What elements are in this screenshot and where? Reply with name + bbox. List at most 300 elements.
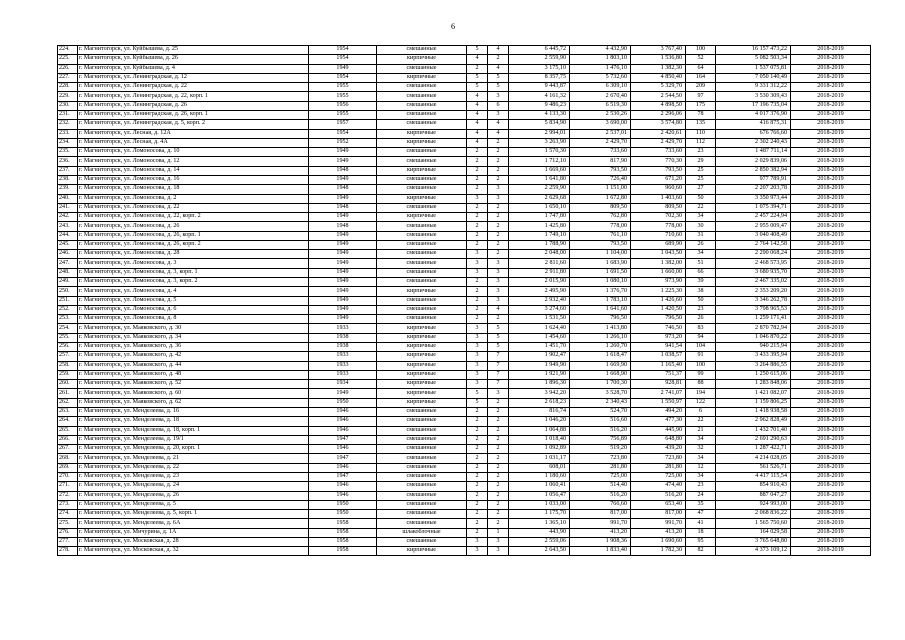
address-cell: г. Магнитогорск, ул. Мичурина, д. 1А bbox=[78, 528, 309, 537]
year-built-cell: 1934 bbox=[309, 380, 377, 389]
entrances-cell: 5 bbox=[488, 333, 509, 342]
wall-material-cell: кирпичные bbox=[377, 389, 467, 398]
residents-cell: 24 bbox=[686, 491, 716, 500]
residential-area-cell: 1 550,97 bbox=[631, 398, 686, 407]
entrances-cell: 2 bbox=[488, 398, 509, 407]
period-cell: 2018-2019 bbox=[791, 110, 871, 119]
floors-cell: 2 bbox=[467, 510, 488, 519]
row-number-cell: 262. bbox=[58, 398, 78, 407]
residential-area-cell: 439,20 bbox=[631, 445, 686, 454]
entrances-cell: 3 bbox=[488, 537, 509, 546]
entrances-cell: 2 bbox=[488, 500, 509, 509]
row-number-cell: 270. bbox=[58, 472, 78, 481]
wall-material-cell: смешанные bbox=[377, 491, 467, 500]
row-number-cell: 225. bbox=[58, 55, 78, 64]
period-cell: 2018-2019 bbox=[791, 259, 871, 268]
total-area-cell: 2 015,90 bbox=[509, 278, 570, 287]
year-built-cell: 1947 bbox=[309, 454, 377, 463]
table-row bbox=[58, 55, 871, 64]
cost-cell: 2 962 828,49 bbox=[716, 417, 791, 426]
wall-material-cell: смешанные bbox=[377, 110, 467, 119]
address-cell: г. Магнитогорск, ул. Ломоносова, д. 5 bbox=[78, 296, 309, 305]
cost-cell: 2 870 782,94 bbox=[716, 324, 791, 333]
living-area-cell: 2 429,70 bbox=[570, 138, 631, 147]
total-area-cell: 1 060,41 bbox=[509, 482, 570, 491]
living-area-cell: 1 151,00 bbox=[570, 185, 631, 194]
entrances-cell: 2 bbox=[488, 445, 509, 454]
table-row bbox=[58, 138, 871, 147]
living-area-cell: 1 260,70 bbox=[570, 343, 631, 352]
wall-material-cell: смешанные bbox=[377, 250, 467, 259]
period-cell: 2018-2019 bbox=[791, 472, 871, 481]
cost-cell: 16 157 473,22 bbox=[716, 46, 791, 55]
wall-material-cell: смешанные bbox=[377, 537, 467, 546]
entrances-cell: 3 bbox=[488, 287, 509, 296]
residents-cell: 112 bbox=[686, 138, 716, 147]
living-area-cell: 733,60 bbox=[570, 148, 631, 157]
total-area-cell: 608,01 bbox=[509, 463, 570, 472]
wall-material-cell: кирпичные bbox=[377, 73, 467, 82]
residents-cell: 175 bbox=[686, 101, 716, 110]
year-built-cell: 1955 bbox=[309, 83, 377, 92]
living-area-cell: 1 833,40 bbox=[570, 547, 631, 556]
living-area-cell: 1 641,60 bbox=[570, 305, 631, 314]
period-cell: 2018-2019 bbox=[791, 537, 871, 546]
year-built-cell: 1933 bbox=[309, 352, 377, 361]
row-number-cell: 249. bbox=[58, 278, 78, 287]
row-number-cell: 278. bbox=[58, 547, 78, 556]
residents-cell: 23 bbox=[686, 305, 716, 314]
wall-material-cell: смешанные bbox=[377, 454, 467, 463]
living-area-cell: 778,00 bbox=[570, 222, 631, 231]
row-number-cell: 238. bbox=[58, 175, 78, 184]
wall-material-cell: смешанные bbox=[377, 203, 467, 212]
floors-cell: 2 bbox=[467, 528, 488, 537]
year-built-cell: 1946 bbox=[309, 407, 377, 416]
entrances-cell: 2 bbox=[488, 435, 509, 444]
entrances-cell: 5 bbox=[488, 73, 509, 82]
floors-cell: 3 bbox=[467, 547, 488, 556]
row-number-cell: 261. bbox=[58, 389, 78, 398]
entrances-cell: 3 bbox=[488, 110, 509, 119]
living-area-cell: 1 080,10 bbox=[570, 278, 631, 287]
wall-material-cell: смешанные bbox=[377, 231, 467, 240]
period-cell: 2018-2019 bbox=[791, 138, 871, 147]
year-built-cell: 1938 bbox=[309, 333, 377, 342]
period-cell: 2018-2019 bbox=[791, 73, 871, 82]
table-row bbox=[58, 370, 871, 379]
year-built-cell: 1949 bbox=[309, 250, 377, 259]
address-cell: г. Магнитогорск, ул. Ломоносова, д. 4 bbox=[78, 287, 309, 296]
cost-cell: 2 290 068,24 bbox=[716, 250, 791, 259]
residents-cell: 31 bbox=[686, 231, 716, 240]
residents-cell: 6 bbox=[686, 407, 716, 416]
floors-cell: 2 bbox=[467, 278, 488, 287]
row-number-cell: 272. bbox=[58, 491, 78, 500]
table-row bbox=[58, 324, 871, 333]
floors-cell: 3 bbox=[467, 370, 488, 379]
table-row bbox=[58, 166, 871, 175]
row-number-cell: 247. bbox=[58, 259, 78, 268]
year-built-cell: 1954 bbox=[309, 129, 377, 138]
row-number-cell: 237. bbox=[58, 166, 78, 175]
living-area-cell: 793,50 bbox=[570, 240, 631, 249]
year-built-cell: 1947 bbox=[309, 472, 377, 481]
period-cell: 2018-2019 bbox=[791, 287, 871, 296]
period-cell: 2018-2019 bbox=[791, 370, 871, 379]
cost-cell: 3 798 965,53 bbox=[716, 305, 791, 314]
table-row bbox=[58, 528, 871, 537]
period-cell: 2018-2019 bbox=[791, 305, 871, 314]
living-area-cell: 1 803,10 bbox=[570, 55, 631, 64]
year-built-cell: 1946 bbox=[309, 463, 377, 472]
residents-cell: 135 bbox=[686, 120, 716, 129]
row-number-cell: 260. bbox=[58, 380, 78, 389]
residents-cell: 35 bbox=[686, 500, 716, 509]
living-area-cell: 817,00 bbox=[570, 510, 631, 519]
year-built-cell: 1949 bbox=[309, 268, 377, 277]
residential-area-cell: 1 690,60 bbox=[631, 537, 686, 546]
entrances-cell: 1 bbox=[488, 528, 509, 537]
row-number-cell: 250. bbox=[58, 287, 78, 296]
row-number-cell: 251. bbox=[58, 296, 78, 305]
entrances-cell: 2 bbox=[488, 213, 509, 222]
entrances-cell: 4 bbox=[488, 305, 509, 314]
year-built-cell: 1949 bbox=[309, 231, 377, 240]
period-cell: 2018-2019 bbox=[791, 157, 871, 166]
cost-cell: 2 467 335,02 bbox=[716, 278, 791, 287]
table-row bbox=[58, 129, 871, 138]
floors-cell: 2 bbox=[467, 203, 488, 212]
row-number-cell: 230. bbox=[58, 101, 78, 110]
table-row bbox=[58, 305, 871, 314]
year-built-cell: 1955 bbox=[309, 110, 377, 119]
year-built-cell: 1946 bbox=[309, 445, 377, 454]
residents-cell: 50 bbox=[686, 296, 716, 305]
residential-area-cell: 746,50 bbox=[631, 324, 686, 333]
living-area-cell: 723,80 bbox=[570, 454, 631, 463]
cost-cell: 17 196 735,04 bbox=[716, 101, 791, 110]
residential-area-cell: 4 850,40 bbox=[631, 73, 686, 82]
total-area-cell: 1 949,90 bbox=[509, 361, 570, 370]
table-row bbox=[58, 389, 871, 398]
table-row bbox=[58, 463, 871, 472]
entrances-cell: 3 bbox=[488, 296, 509, 305]
year-built-cell: 1947 bbox=[309, 435, 377, 444]
total-area-cell: 1 175,70 bbox=[509, 510, 570, 519]
cost-cell: 1 432 701,40 bbox=[716, 426, 791, 435]
entrances-cell: 2 bbox=[488, 55, 509, 64]
total-area-cell: 1 650,10 bbox=[509, 203, 570, 212]
table-row bbox=[58, 222, 871, 231]
row-number-cell: 255. bbox=[58, 333, 78, 342]
address-cell: г. Магнитогорск, ул. Маяковского, д. 36 bbox=[78, 343, 309, 352]
residential-area-cell: 770,30 bbox=[631, 157, 686, 166]
year-built-cell: 1949 bbox=[309, 296, 377, 305]
living-area-cell: 2 670,40 bbox=[570, 92, 631, 101]
floors-cell: 3 bbox=[467, 361, 488, 370]
year-built-cell: 1933 bbox=[309, 324, 377, 333]
entrances-cell: 7 bbox=[488, 352, 509, 361]
residential-area-cell: 793,50 bbox=[631, 166, 686, 175]
cost-cell: 2 850 382,94 bbox=[716, 166, 791, 175]
total-area-cell: 2 811,60 bbox=[509, 259, 570, 268]
address-cell: г. Магнитогорск, ул. Ломоносова, д. 28 bbox=[78, 250, 309, 259]
entrances-cell: 3 bbox=[488, 92, 509, 101]
residents-cell: 104 bbox=[686, 343, 716, 352]
cost-cell: 9 331 312,22 bbox=[716, 83, 791, 92]
cost-cell: 887 047,27 bbox=[716, 491, 791, 500]
residents-cell: 66 bbox=[686, 268, 716, 277]
wall-material-cell: смешанные bbox=[377, 296, 467, 305]
year-built-cell: 1950 bbox=[309, 500, 377, 509]
period-cell: 2018-2019 bbox=[791, 528, 871, 537]
floors-cell: 2 bbox=[467, 426, 488, 435]
period-cell: 2018-2019 bbox=[791, 166, 871, 175]
wall-material-cell: смешанные bbox=[377, 240, 467, 249]
residents-cell: 25 bbox=[686, 166, 716, 175]
entrances-cell: 2 bbox=[488, 138, 509, 147]
row-number-cell: 269. bbox=[58, 463, 78, 472]
total-area-cell: 1 712,10 bbox=[509, 157, 570, 166]
table-row bbox=[58, 435, 871, 444]
period-cell: 2018-2019 bbox=[791, 250, 871, 259]
residential-area-cell: 4 898,50 bbox=[631, 101, 686, 110]
floors-cell: 4 bbox=[467, 129, 488, 138]
table-row bbox=[58, 547, 871, 556]
total-area-cell: 1 788,90 bbox=[509, 240, 570, 249]
residential-area-cell: 1 660,00 bbox=[631, 268, 686, 277]
address-cell: г. Магнитогорск, ул. Ломоносова, д. 22 bbox=[78, 203, 309, 212]
residential-area-cell: 1 225,30 bbox=[631, 287, 686, 296]
period-cell: 2018-2019 bbox=[791, 46, 871, 55]
wall-material-cell: смешанные bbox=[377, 305, 467, 314]
residents-cell: 91 bbox=[686, 352, 716, 361]
entrances-cell: 2 bbox=[488, 166, 509, 175]
cost-cell: 1 287 422,71 bbox=[716, 445, 791, 454]
cost-cell: 2 691 290,63 bbox=[716, 435, 791, 444]
year-built-cell: 1950 bbox=[309, 510, 377, 519]
year-built-cell: 1948 bbox=[309, 166, 377, 175]
table-row bbox=[58, 482, 871, 491]
cost-cell: 977 789,91 bbox=[716, 175, 791, 184]
floors-cell: 5 bbox=[467, 46, 488, 55]
floors-cell: 2 bbox=[467, 213, 488, 222]
wall-material-cell: смешанные bbox=[377, 175, 467, 184]
year-built-cell: 1949 bbox=[309, 305, 377, 314]
residents-cell: 209 bbox=[686, 83, 716, 92]
total-area-cell: 1 624,40 bbox=[509, 324, 570, 333]
residents-cell: 29 bbox=[686, 157, 716, 166]
total-area-cell: 1 454,60 bbox=[509, 333, 570, 342]
wall-material-cell: смешанные bbox=[377, 83, 467, 92]
floors-cell: 2 bbox=[467, 407, 488, 416]
table-row bbox=[58, 231, 871, 240]
period-cell: 2018-2019 bbox=[791, 435, 871, 444]
residential-area-cell: 281,80 bbox=[631, 463, 686, 472]
entrances-cell: 3 bbox=[488, 259, 509, 268]
residents-cell: 23 bbox=[686, 148, 716, 157]
living-area-cell: 726,40 bbox=[570, 175, 631, 184]
floors-cell: 2 bbox=[467, 166, 488, 175]
wall-material-cell: смешанные bbox=[377, 120, 467, 129]
residents-cell: 26 bbox=[686, 240, 716, 249]
residents-cell: 34 bbox=[686, 454, 716, 463]
page-number: 6 bbox=[451, 22, 455, 31]
cost-cell: 4 373 109,12 bbox=[716, 547, 791, 556]
residential-area-cell: 702,30 bbox=[631, 213, 686, 222]
wall-material-cell: кирпичные bbox=[377, 194, 467, 203]
entrances-cell: 2 bbox=[488, 491, 509, 500]
floors-cell: 3 bbox=[467, 259, 488, 268]
floors-cell: 2 bbox=[467, 296, 488, 305]
year-built-cell: 1946 bbox=[309, 426, 377, 435]
year-built-cell: 1952 bbox=[309, 138, 377, 147]
table-row bbox=[58, 259, 871, 268]
period-cell: 2018-2019 bbox=[791, 324, 871, 333]
entrances-cell: 5 bbox=[488, 343, 509, 352]
residential-area-cell: 733,60 bbox=[631, 148, 686, 157]
residents-cell: 39 bbox=[686, 278, 716, 287]
wall-material-cell: кирпичные bbox=[377, 343, 467, 352]
row-number-cell: 275. bbox=[58, 519, 78, 528]
period-cell: 2018-2019 bbox=[791, 519, 871, 528]
wall-material-cell: смешанные bbox=[377, 482, 467, 491]
housing-register-table bbox=[57, 45, 871, 556]
wall-material-cell: смешанные bbox=[377, 445, 467, 454]
wall-material-cell: смешанные bbox=[377, 46, 467, 55]
row-number-cell: 256. bbox=[58, 343, 78, 352]
living-area-cell: 2 530,26 bbox=[570, 110, 631, 119]
floors-cell: 3 bbox=[467, 194, 488, 203]
living-area-cell: 1 618,47 bbox=[570, 352, 631, 361]
residents-cell: 100 bbox=[686, 361, 716, 370]
residential-area-cell: 973,20 bbox=[631, 333, 686, 342]
residents-cell: 164 bbox=[686, 73, 716, 82]
wall-material-cell: шлакоблочные bbox=[377, 528, 467, 537]
entrances-cell: 2 bbox=[488, 472, 509, 481]
period-cell: 2018-2019 bbox=[791, 361, 871, 370]
living-area-cell: 991,70 bbox=[570, 519, 631, 528]
residential-area-cell: 3 767,40 bbox=[631, 46, 686, 55]
period-cell: 2018-2019 bbox=[791, 213, 871, 222]
living-area-cell: 514,40 bbox=[570, 482, 631, 491]
address-cell: г. Магнитогорск, ул. Ломоносова, д. 2 bbox=[78, 194, 309, 203]
entrances-cell: 3 bbox=[488, 185, 509, 194]
address-cell: г. Магнитогорск, ул. Менделеева, д. 18 bbox=[78, 417, 309, 426]
residents-cell: 21 bbox=[686, 426, 716, 435]
entrances-cell: 7 bbox=[488, 380, 509, 389]
period-cell: 2018-2019 bbox=[791, 148, 871, 157]
address-cell: г. Магнитогорск, ул. Ленинградская, д. 26, корп. 1 bbox=[78, 110, 309, 119]
floors-cell: 4 bbox=[467, 92, 488, 101]
floors-cell: 3 bbox=[467, 250, 488, 259]
table-row bbox=[58, 287, 871, 296]
cost-cell: 1 565 750,60 bbox=[716, 519, 791, 528]
living-area-cell: 1 908,36 bbox=[570, 537, 631, 546]
address-cell: г. Магнитогорск, ул. Куйбышева, д. 26 bbox=[78, 55, 309, 64]
living-area-cell: 1 104,00 bbox=[570, 250, 631, 259]
total-area-cell: 2 618,23 bbox=[509, 398, 570, 407]
row-number-cell: 241. bbox=[58, 203, 78, 212]
cost-cell: 416 875,31 bbox=[716, 120, 791, 129]
residents-cell: 99 bbox=[686, 370, 716, 379]
residents-cell: 52 bbox=[686, 55, 716, 64]
residents-cell: 32 bbox=[686, 445, 716, 454]
residential-area-cell: 973,90 bbox=[631, 278, 686, 287]
total-area-cell: 2 559,90 bbox=[509, 55, 570, 64]
wall-material-cell: кирпичные bbox=[377, 213, 467, 222]
period-cell: 2018-2019 bbox=[791, 101, 871, 110]
address-cell: г. Магнитогорск, ул. Ломоносова, д. 26, корп. 2 bbox=[78, 240, 309, 249]
total-area-cell: 1 425,80 bbox=[509, 222, 570, 231]
residents-cell: 34 bbox=[686, 435, 716, 444]
address-cell: г. Магнитогорск, ул. Менделеева, д. 16 bbox=[78, 407, 309, 416]
total-area-cell: 1 064,88 bbox=[509, 426, 570, 435]
residential-area-cell: 653,40 bbox=[631, 500, 686, 509]
floors-cell: 2 bbox=[467, 500, 488, 509]
table-body bbox=[58, 46, 871, 556]
row-number-cell: 227. bbox=[58, 73, 78, 82]
period-cell: 2018-2019 bbox=[791, 92, 871, 101]
floors-cell: 4 bbox=[467, 55, 488, 64]
residents-cell: 83 bbox=[686, 324, 716, 333]
floors-cell: 2 bbox=[467, 472, 488, 481]
cost-cell: 940 215,94 bbox=[716, 343, 791, 352]
residential-area-cell: 817,00 bbox=[631, 510, 686, 519]
table-row bbox=[58, 407, 871, 416]
row-number-cell: 244. bbox=[58, 231, 78, 240]
table-row bbox=[58, 268, 871, 277]
wall-material-cell: кирпичные bbox=[377, 333, 467, 342]
period-cell: 2018-2019 bbox=[791, 352, 871, 361]
total-area-cell: 2 994,01 bbox=[509, 129, 570, 138]
cost-cell: 4 214 028,05 bbox=[716, 454, 791, 463]
address-cell: г. Магнитогорск, ул. Ломоносова, д. 3 bbox=[78, 259, 309, 268]
living-area-cell: 2 340,43 bbox=[570, 398, 631, 407]
year-built-cell: 1958 bbox=[309, 519, 377, 528]
period-cell: 2018-2019 bbox=[791, 315, 871, 324]
total-area-cell: 1 031,17 bbox=[509, 454, 570, 463]
address-cell: г. Магнитогорск, ул. Ленинградская, д. 22, корп. 1 bbox=[78, 92, 309, 101]
floors-cell: 4 bbox=[467, 110, 488, 119]
table-row bbox=[58, 454, 871, 463]
residents-cell: 110 bbox=[686, 129, 716, 138]
floors-cell: 5 bbox=[467, 83, 488, 92]
table-row bbox=[58, 343, 871, 352]
address-cell: г. Магнитогорск, ул. Московская, д. 28 bbox=[78, 537, 309, 546]
address-cell: г. Магнитогорск, ул. Маяковского, д. 42 bbox=[78, 352, 309, 361]
year-built-cell: 1954 bbox=[309, 73, 377, 82]
wall-material-cell: кирпичные bbox=[377, 166, 467, 175]
residents-cell: 51 bbox=[686, 259, 716, 268]
entrances-cell: 4 bbox=[488, 46, 509, 55]
cost-cell: 3 530 309,43 bbox=[716, 92, 791, 101]
floors-cell: 3 bbox=[467, 352, 488, 361]
residents-cell: 34 bbox=[686, 472, 716, 481]
address-cell: г. Магнитогорск, ул. Маяковского, д. 30 bbox=[78, 324, 309, 333]
total-area-cell: 4 161,32 bbox=[509, 92, 570, 101]
entrances-cell: 2 bbox=[488, 426, 509, 435]
cost-cell: 3 433 395,94 bbox=[716, 352, 791, 361]
wall-material-cell: кирпичные bbox=[377, 380, 467, 389]
wall-material-cell: смешанные bbox=[377, 426, 467, 435]
table-row bbox=[58, 519, 871, 528]
entrances-cell: 2 bbox=[488, 231, 509, 240]
year-built-cell: 1946 bbox=[309, 417, 377, 426]
period-cell: 2018-2019 bbox=[791, 491, 871, 500]
residents-cell: 94 bbox=[686, 333, 716, 342]
